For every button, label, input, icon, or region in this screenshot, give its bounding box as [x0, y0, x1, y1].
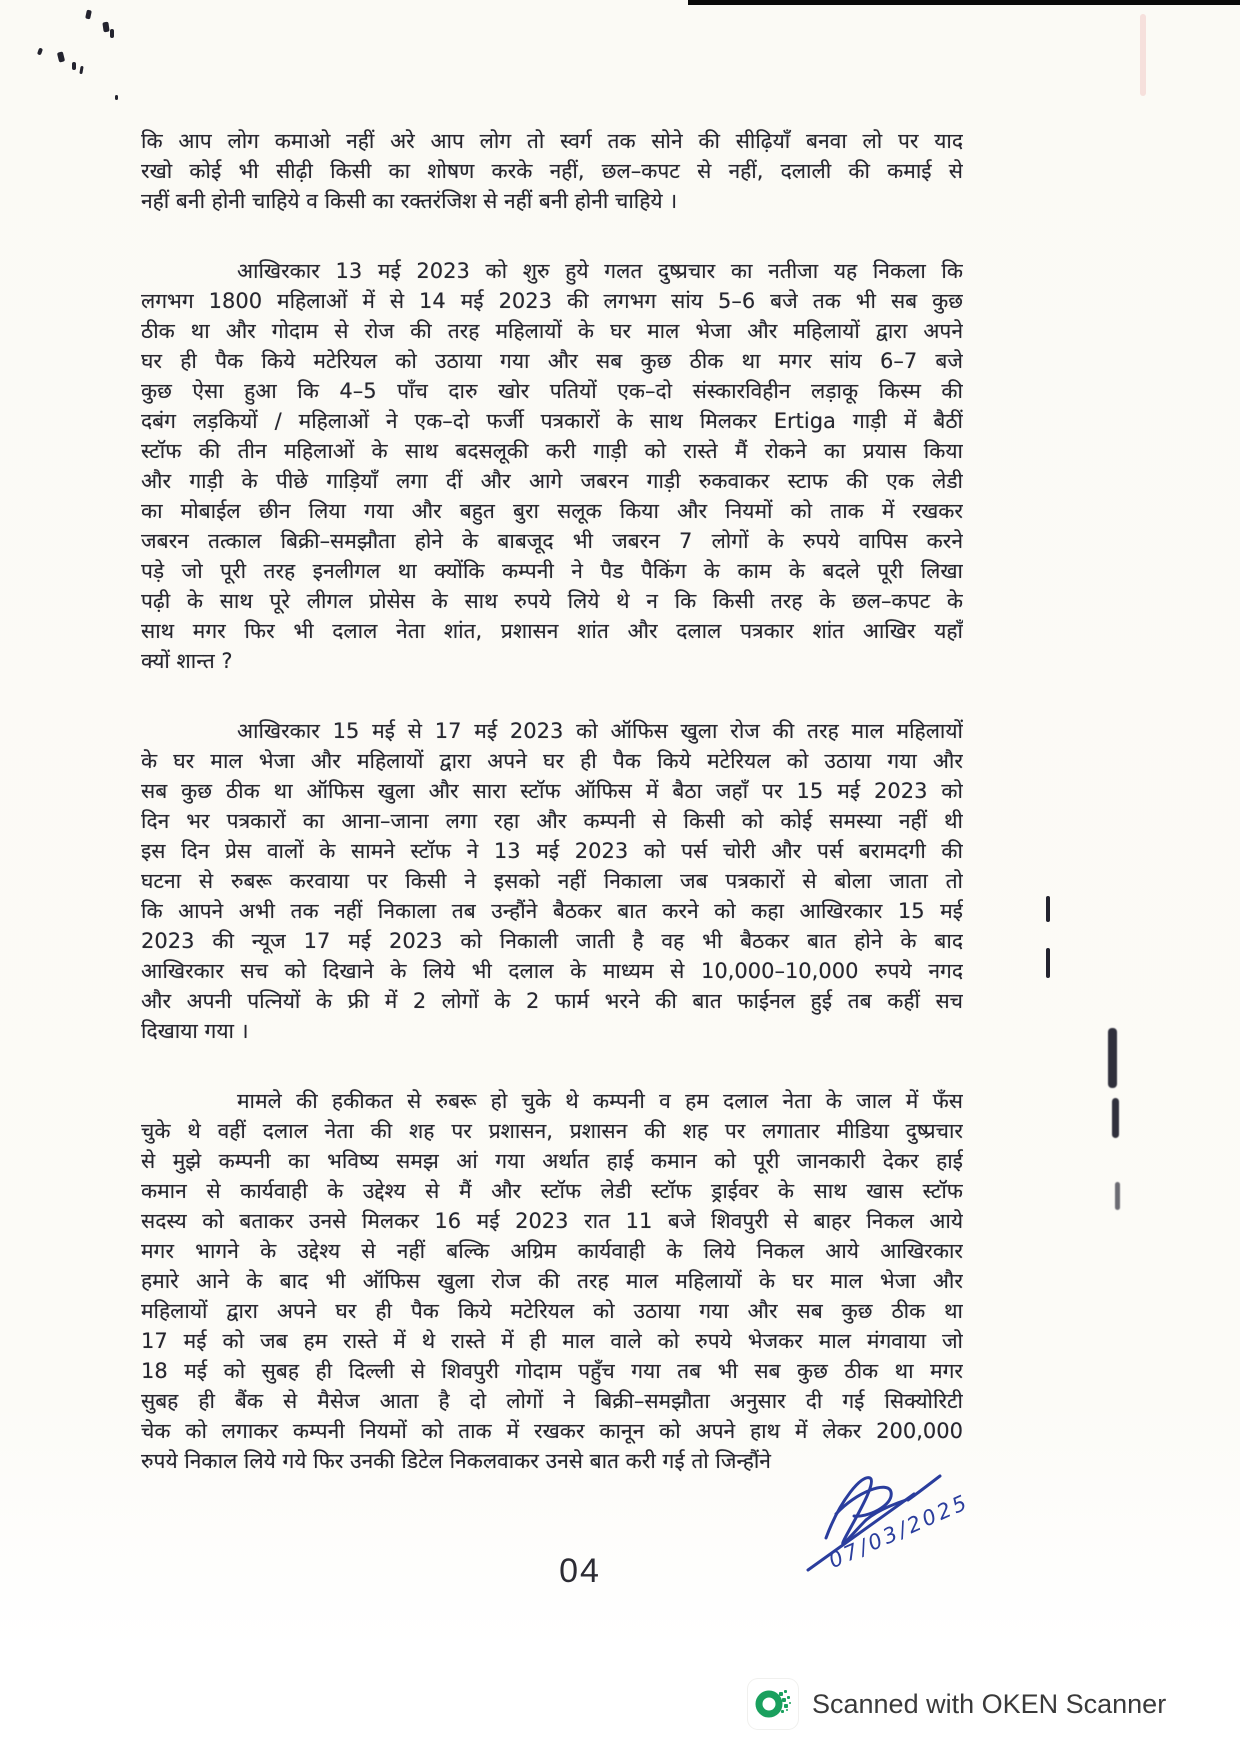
text-line: हमारे आने के बाद भी ऑफिस खुला रोज की तरह माल महिलायों के घर माल भेजा और — [141, 1269, 963, 1293]
scanner-footer — [0, 1655, 1240, 1755]
text-line: दिखाया गया । — [141, 1019, 249, 1043]
text-line: कमान से कार्यवाही के उद्देश्य से मैं और स्टॉफ लेडी स्टॉफ ड्राईवर के साथ खास स्टॉफ — [141, 1179, 963, 1203]
document-body — [141, 126, 963, 1516]
text-line: इस दिन प्रेस वालों के सामने स्टॉफ ने 13 मई 2023 को पर्स चोरी और पर्स बरामदगी की — [141, 839, 963, 863]
scanner-footer-inner — [748, 1679, 1166, 1729]
ink-speck — [110, 29, 114, 38]
scan-edge-bar — [688, 0, 1240, 5]
signature — [796, 1466, 1026, 1626]
text-line: कि आप लोग कमाओ नहीं अरे आप लोग तो स्वर्ग तक सोने की सीढ़ियाँ बनवा लो पर याद — [141, 129, 963, 153]
text-line: और अपनी पत्नियों के फ्री में 2 लोगों के 2 फार्म भरने की बात फाईनल हुई तब कहीं सच — [141, 989, 963, 1013]
ink-speck — [115, 95, 118, 100]
ink-speck — [85, 10, 92, 20]
text-line: आखिरकार 15 मई से 17 मई 2023 को ऑफिस खुला रोज की तरह माल महिलायों — [237, 719, 963, 743]
text-line: कुछ ऐसा हुआ कि 4–5 पाँच दारु खोर पतियों एक–दो संस्कारविहीन लड़ाकू किस्म की — [141, 379, 963, 403]
text-line: घटना से रुबरू करवाया पर किसी ने इसको नहीं निकाला जब पत्रकारों से बोला जाता तो — [141, 869, 963, 893]
signature-stroke-icon — [796, 1466, 1026, 1626]
scan-mark — [1046, 896, 1050, 922]
ink-speck — [102, 22, 109, 33]
text-line: ठीक था और गोदाम से रोज की तरह महिलायों के घर माल भेजा और महिलायों द्वारा अपने — [141, 319, 963, 343]
text-line: सुबह ही बैंक से मैसेज आता है दो लोगों ने बिक्री–समझौता अनुसार दी गई सिक्योरिटी — [141, 1389, 963, 1413]
text-line: सब कुछ ठीक था ऑफिस खुला और सारा स्टॉफ ऑफिस में बैठा जहाँ पर 15 मई 2023 को — [141, 779, 963, 803]
text-line: 2023 की न्यूज 17 मई 2023 को निकाली जाती है वह भी बैठकर बात होने के बाद — [141, 929, 963, 953]
text-line: जबरन तत्काल बिक्री–समझौता होने के बाबजूद भी जबरन 7 लोगों के रुपये वापिस करने — [141, 529, 963, 553]
text-line: 17 मई को जब हम रास्ते में थे रास्ते में ही माल वाले को रुपये भेजकर माल मंगवाया जो — [141, 1329, 963, 1353]
text-line: सदस्य को बताकर उनसे मिलकर 16 मई 2023 रात 11 बजे शिवपुरी से बाहर निकल आये — [141, 1209, 963, 1233]
text-line: घर ही पैक किये मटेरियल को उठाया गया और सब कुछ ठीक था मगर सांय 6–7 बजे — [141, 349, 963, 373]
text-line: से मुझे कम्पनी का भविष्य समझ आं गया अर्थात हाई कमान को पूरी जानकारी देकर हाई — [141, 1149, 963, 1173]
text-line: पढ़ी के साथ पूरे लीगल प्रोसेस के साथ रुपये लिये थे न कि किसी तरह के छल–कपट के — [141, 589, 963, 613]
text-line: और गाड़ी के पीछे गाड़ियाँ लगा दीं और आगे जबरन गाड़ी रुकवाकर स्टाफ की एक लेडी — [141, 469, 963, 493]
ink-speck — [37, 48, 43, 56]
signature-date: 07/03/2025 — [825, 1489, 973, 1573]
text-line: रुपये निकाल लिये गये फिर उनकी डिटेल निकलवाकर उनसे बात करी गई तो जिन्हौंने — [141, 1449, 771, 1473]
text-line: साथ मगर फिर भी दलाल नेता शांत, प्रशासन शांत और दलाल पत्रकार शांत आखिर यहाँ — [141, 619, 963, 643]
text-line: आखिरकार सच को दिखाने के लिये भी दलाल के माध्यम से 10,000–10,000 रुपये नगद — [141, 959, 963, 983]
text-line: चेक को लगाकर कम्पनी नियमों को ताक में रखकर कानून को अपने हाथ में लेकर 200,000 — [141, 1419, 963, 1443]
text-line: रखो कोई भी सीढ़ी किसी का शोषण करके नहीं, छल–कपट से नहीं, दलाली की कमाई से — [141, 159, 963, 183]
text-line: के घर माल भेजा और महिलायों द्वारा अपने घर ही पैक किये मटेरियल को उठाया गया और — [141, 749, 963, 773]
scan-smudge — [1112, 1098, 1119, 1138]
text-line: महिलायों द्वारा अपने घर ही पैक किये मटेरियल को उठाया गया और सब कुछ ठीक था — [141, 1299, 963, 1323]
text-line: स्टॉफ की तीन महिलाओं के साथ बदसलूकी करी गाड़ी को रास्ते मैं रोकने का प्रयास किया — [141, 439, 963, 463]
ink-speck — [72, 62, 76, 70]
paragraph — [141, 716, 963, 1046]
paragraph — [141, 126, 963, 216]
text-line: लगभग 1800 महिलाओं में से 14 मई 2023 की लगभग सांय 5–6 बजे तक भी सब कुछ — [141, 289, 963, 313]
text-line: का मोबाईल छीन लिया गया और बहुत बुरा सलूक किया और नियमों को ताक में रखकर — [141, 499, 963, 523]
text-line: 18 मई को सुबह ही दिल्ली से शिवपुरी गोदाम पहुँच गया तब भी सब कुछ ठीक था मगर — [141, 1359, 963, 1383]
oken-scanner-logo-icon — [748, 1679, 798, 1729]
paragraph — [141, 1086, 963, 1476]
page-number: 04 — [559, 1552, 601, 1590]
ink-speck — [57, 51, 65, 62]
text-line: चुके थे वहीं दलाल नेता की शह पर प्रशासन, प्रशासन की शह पर लगातार मीडिया दुष्प्रचार — [141, 1119, 963, 1143]
text-line: मामले की हकीकत से रुबरू हो चुके थे कम्पनी व हम दलाल नेता के जाल में फँस — [237, 1089, 963, 1113]
ink-speck — [79, 66, 83, 74]
scan-smudge — [1108, 1028, 1117, 1088]
text-line: नहीं बनी होनी चाहिये व किसी का रक्तरंजिश से नहीं बनी होनी चाहिये । — [141, 189, 678, 213]
scanner-footer-text: Scanned with OKEN Scanner — [812, 1688, 1167, 1719]
text-line: मगर भागने के उद्देश्य से नहीं बल्कि अग्रिम कार्यवाही के लिये निकल आये आखिरकार — [141, 1239, 963, 1263]
text-line: पड़े जो पूरी तरह इनलीगल था क्योंकि कम्पनी ने पैड पैकिंग के काम के बदले पूरी लिखा — [141, 559, 963, 583]
paragraph — [141, 256, 963, 676]
text-line: दिन भर पत्रकारों का आना–जाना लगा रहा और कम्पनी से किसी को कोई समस्या नहीं थी — [141, 809, 963, 833]
text-line: क्यों शान्त ? — [141, 649, 233, 673]
text-line: कि आपने अभी तक नहीं निकाला तब उन्हौंने बैठकर बात करने को कहा आखिरकार 15 मई — [141, 899, 963, 923]
scan-mark — [1046, 948, 1050, 978]
text-line: दबंग लड़कियों / महिलाओं ने एक–दो फर्जी पत्रकारों के साथ मिलकर Ertiga गाड़ी में बैठीं — [141, 409, 963, 433]
scan-smudge — [1140, 14, 1146, 96]
scan-smudge — [1115, 1182, 1120, 1210]
text-line: आखिरकार 13 मई 2023 को शुरु हुये गलत दुष्प्रचार का नतीजा यह निकला कि — [237, 259, 963, 283]
